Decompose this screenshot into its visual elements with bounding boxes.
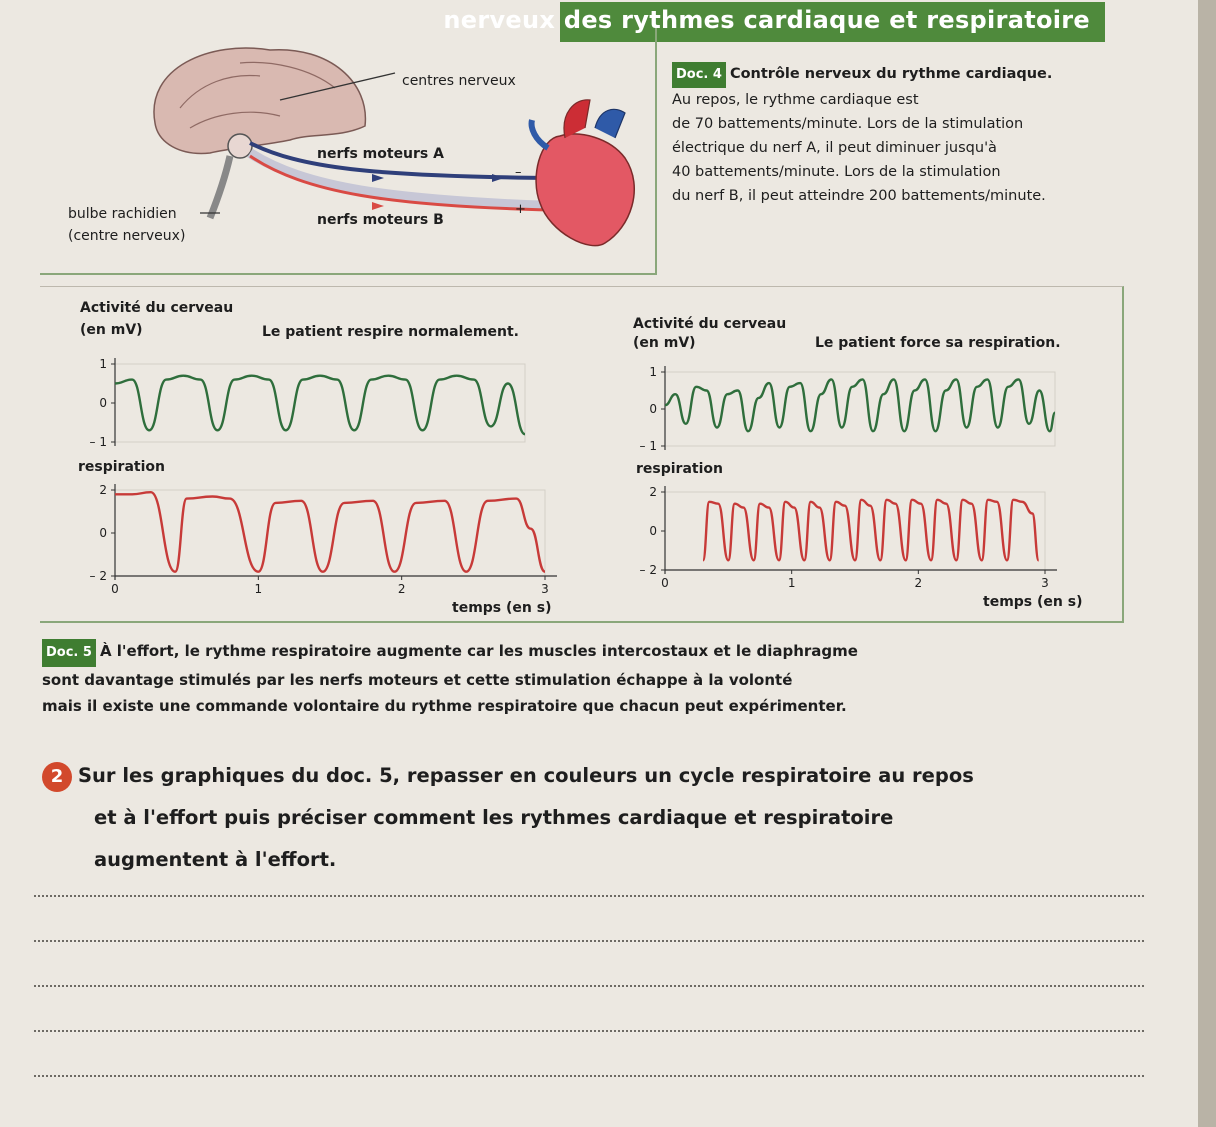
doc4-line: électrique du nerf A, il peut diminuer jusqu'à: [672, 140, 997, 156]
y-tick-label: – 1: [89, 435, 107, 449]
y-tick-label: 1: [99, 357, 107, 371]
y-tick-label: 1: [649, 365, 657, 379]
x-tick-label: 3: [1041, 576, 1049, 590]
doc4-heading: Contrôle nerveux du rythme cardiaque.: [729, 66, 1053, 82]
answer-line[interactable]: [34, 1075, 1144, 1077]
x-tick-label: 0: [111, 582, 119, 596]
chart3-title: Le patient force sa respiration.: [815, 335, 1061, 351]
x-tick-label: 2: [397, 582, 406, 596]
label-bulbe-rachidien: bulbe rachidien: [68, 206, 177, 222]
label-centre-nerveux: (centre nerveux): [68, 228, 186, 244]
page-title: nerveux des rythmes cardiaque et respiratoire: [443, 6, 1090, 34]
label-minus: –: [515, 165, 522, 180]
chart-respiration-normal: [70, 478, 560, 598]
doc4-line: Au repos, le rythme cardiaque est: [672, 92, 919, 108]
y-tick-label: – 2: [639, 563, 657, 577]
series-line: [115, 376, 525, 435]
y-tick-label: – 1: [639, 439, 657, 453]
label-plus: +: [515, 202, 526, 217]
chart4-ylabel: respiration: [636, 461, 723, 477]
answer-line[interactable]: [34, 1030, 1144, 1032]
question-number: 2: [42, 762, 72, 792]
question-line: Sur les graphiques du doc. 5, repasser en couleurs un cycle respiratoire au repos: [78, 764, 974, 787]
doc5-line: mais il existe une commande volontaire du rythme respiratoire que chacun peut expérimenter.: [42, 697, 847, 715]
answer-line[interactable]: [34, 940, 1144, 942]
chart4-xlabel: temps (en s): [983, 594, 1083, 610]
question-line: augmentent à l'effort.: [94, 848, 337, 871]
x-tick-label: 0: [661, 576, 669, 590]
x-tick-label: 2: [914, 576, 923, 590]
doc4-text: [672, 62, 1102, 208]
answer-line[interactable]: [34, 985, 1144, 987]
chart3-ylabel: Activité du cerveau: [633, 316, 787, 332]
x-tick-label: 3: [541, 582, 549, 596]
label-nerfs-moteurs-a: nerfs moteurs A: [317, 146, 444, 162]
y-tick-label: 2: [649, 485, 657, 499]
x-tick-label: 1: [254, 582, 263, 596]
doc4-tag: Doc. 4: [672, 62, 726, 88]
page-edge: [1198, 0, 1216, 1127]
y-tick-label: 0: [99, 526, 107, 540]
series-line: [703, 500, 1039, 561]
x-tick-label: 1: [787, 576, 796, 590]
doc5-line: À l'effort, le rythme respiratoire augmente car les muscles intercostaux et le diaphragme: [99, 642, 858, 660]
series-line: [665, 379, 1055, 431]
chart2-ylabel: respiration: [78, 459, 165, 475]
brainstem: [228, 134, 252, 158]
chart-brain-forced: [620, 362, 1080, 458]
doc5-text: [42, 638, 1142, 719]
y-tick-label: – 2: [89, 569, 107, 583]
question-line: et à l'effort puis préciser comment les rythmes cardiaque et respiratoire: [94, 806, 894, 829]
chart1-title: Le patient respire normalement.: [262, 324, 519, 340]
y-tick-label: 0: [99, 396, 107, 410]
y-tick-label: 2: [99, 483, 107, 497]
chart1-yunit: (en mV): [80, 322, 143, 338]
chart2-xlabel: temps (en s): [452, 600, 552, 616]
doc5-tag: Doc. 5: [42, 639, 96, 667]
doc4-line: du nerf B, il peut atteindre 200 battements/minute.: [672, 188, 1046, 204]
chart-brain-normal: [70, 350, 540, 450]
chart-grid: [115, 490, 545, 576]
label-nerfs-moteurs-b: nerfs moteurs B: [317, 212, 444, 228]
heart-illustration: [532, 100, 635, 246]
question-2: [42, 755, 1082, 881]
answer-line[interactable]: [34, 895, 1144, 897]
y-tick-label: 0: [649, 402, 657, 416]
chart3-yunit: (en mV): [633, 335, 696, 351]
nervous-control-diagram: [40, 28, 660, 278]
doc5-line: sont davantage stimulés par les nerfs moteurs et cette stimulation échappe à la volonté: [42, 671, 793, 689]
doc4-line: 40 battements/minute. Lors de la stimulation: [672, 164, 1001, 180]
chart-respiration-forced: [620, 480, 1080, 596]
chart1-ylabel: Activité du cerveau: [80, 300, 234, 316]
series-line: [115, 492, 545, 572]
label-centres-nerveux: centres nerveux: [402, 73, 516, 89]
doc4-line: de 70 battements/minute. Lors de la stimulation: [672, 116, 1024, 132]
y-tick-label: 0: [649, 524, 657, 538]
